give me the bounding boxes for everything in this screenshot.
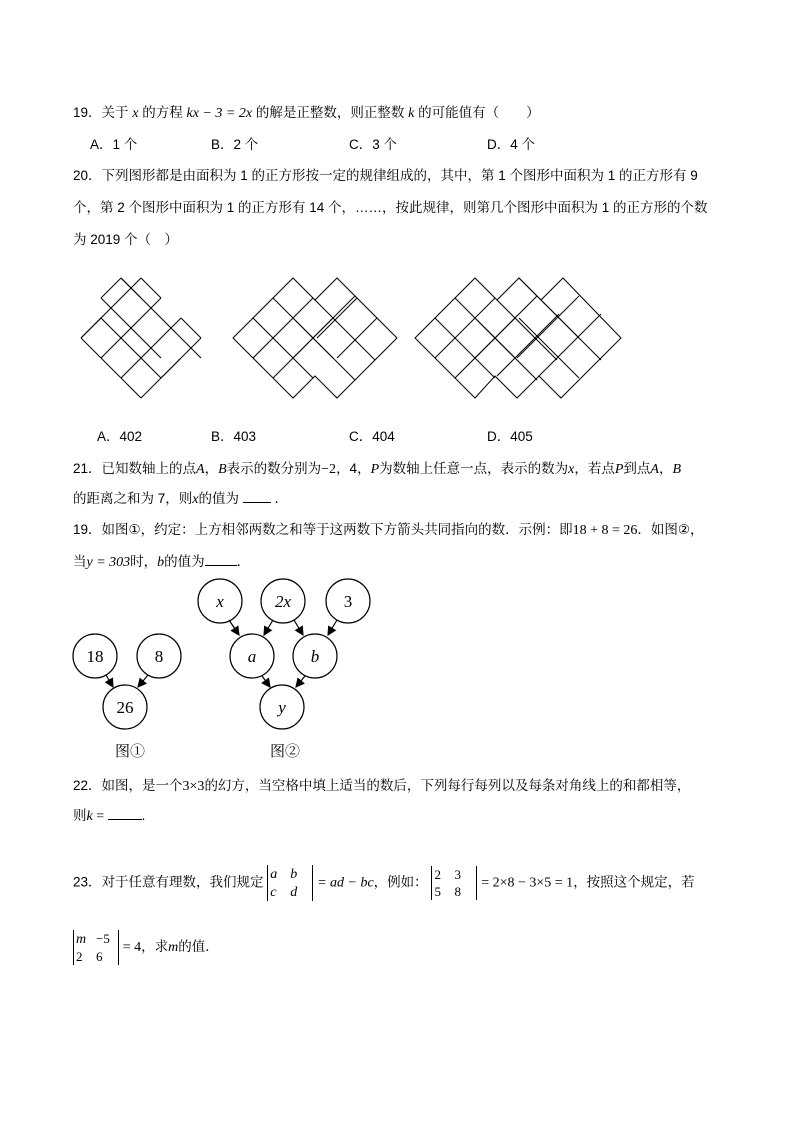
q21-line1 (73, 457, 681, 478)
det-cell: −5 (96, 931, 110, 946)
q21-text: 21．已知数轴上的点 (73, 461, 197, 476)
det-cell: 5 (434, 884, 441, 899)
fig2-value-a: a (247, 647, 257, 666)
q21-point-a: A (196, 462, 205, 477)
q19b-text: 当 (73, 554, 87, 569)
q23-text: ，求 (141, 939, 169, 955)
q23-definition-rhs: = ad − bc (317, 875, 374, 891)
q20-square-patterns (0, 270, 660, 405)
fig2-value-2x: 2x (274, 592, 292, 611)
fig2-arrow (264, 620, 273, 635)
q21-sep: ， (658, 461, 673, 476)
det-cell: m (76, 932, 87, 947)
q23-example-determinant (431, 866, 477, 900)
det-cell: b (290, 867, 298, 882)
q21-text: 的距离之和为 7，则 (73, 491, 193, 506)
q21-point-b: B (672, 462, 682, 477)
q19b-answer-blank[interactable] (205, 551, 237, 566)
fig2-arrow (296, 676, 305, 687)
fig2-caption: 图② (269, 744, 301, 760)
q23-text: ，按照这个规定，若 (573, 874, 695, 890)
q22-line1 (73, 774, 690, 795)
det-cell: 3 (454, 867, 461, 882)
q19a-var-x: x (132, 106, 139, 121)
fig1-value-bottom: 26 (116, 698, 134, 717)
q20-figure-3 (415, 278, 621, 398)
fig2-value-b: b (310, 647, 320, 666)
q21-point-p: P (370, 462, 380, 477)
q21-text: ． (274, 491, 289, 506)
fig1-value-top-left: 18 (86, 647, 104, 666)
q19b-y-value: y = 303 (86, 555, 131, 570)
fig2-value-y: y (278, 698, 286, 717)
q23-question-rhs: = 4 (122, 940, 142, 956)
q21-number: −2 (321, 462, 337, 477)
q19b-text: ． (236, 554, 251, 569)
fig2-arrow (294, 620, 303, 635)
q22-equals: = (92, 809, 108, 824)
q21-point-a: A (650, 462, 659, 477)
q19a-text1: 的方程 (142, 105, 183, 120)
q19a-option-b[interactable]: B．2 个 (211, 137, 259, 152)
fig2-value-x: x (216, 592, 224, 611)
q23-var-m: m (168, 940, 179, 956)
q19a-option-d[interactable]: D．4 个 (487, 137, 536, 152)
q19a-text3: 的可能值有（ ） (418, 105, 540, 120)
q19a-option-a[interactable]: A．1 个 (90, 137, 138, 152)
q21-text: ，4， (336, 461, 371, 476)
q21-point-b: B (218, 462, 227, 477)
q20-line2: 个，第 2 个图形中面积为 1 的正方形有 14 个，……，按此规律，则第几个图形中面积为 1 的正方形的个数 (73, 200, 708, 215)
q20-figure-2 (233, 278, 397, 398)
q21-sep: ， (204, 461, 219, 476)
q20-option-d[interactable]: D．405 (487, 429, 533, 444)
det-cell: 6 (96, 949, 103, 964)
q21-answer-blank[interactable] (243, 488, 271, 503)
q19a-option-c[interactable]: C．3 个 (349, 137, 398, 152)
q23-example-rhs: = 2×8 − 3×5 = 1 (481, 875, 574, 891)
fig1-value-top-right: 8 (154, 647, 164, 666)
q19a-var-k: k (408, 106, 415, 121)
q22-text: 的幻方，当空格中填上适当的数后，下列每行每列以及每条对角线上的和都相等， (204, 778, 691, 793)
q19b-line1 (73, 518, 704, 539)
q22-text: 22．如图，是一个 (73, 778, 183, 793)
q19a-number: 19．关于 (73, 105, 129, 120)
q21-text: ，若点 (574, 461, 615, 476)
det-cell: 2 (434, 867, 441, 882)
fig1-arrow-right (138, 675, 148, 687)
q23-line2 (73, 930, 219, 965)
q22-text: 则 (73, 808, 87, 823)
q19b-figures (0, 575, 400, 770)
q20-figure-1 (81, 278, 201, 398)
q21-text: 表示的数分别为 (226, 461, 322, 476)
det-cell: a (270, 867, 278, 882)
q23-definition-determinant (267, 865, 313, 901)
q21-text: 的值为 (198, 491, 239, 506)
q22-answer-blank[interactable] (108, 805, 142, 820)
det-cell: d (290, 885, 298, 900)
q19a-stem (73, 101, 540, 122)
det-cell: 2 (76, 949, 83, 964)
q20-option-c[interactable]: C．404 (349, 429, 395, 444)
q22-line2 (73, 804, 145, 825)
fig2-arrow (328, 620, 337, 635)
q19a-text2: 的解是正整数，则正整数 (255, 105, 405, 120)
q19b-line2 (73, 550, 250, 571)
q22-var-k: k (86, 809, 93, 824)
q23-text: ，例如： (373, 874, 428, 890)
fig1-arrow-left (106, 675, 113, 687)
q21-point-p: P (614, 462, 624, 477)
fig1-caption: 图① (114, 744, 146, 760)
q21-text: 为数轴上任意一点，表示的数为 (379, 461, 569, 476)
q19b-text: 19．如图①，约定：上方相邻两数之和等于这两数下方箭头共同指向的数．示例：即 (73, 522, 573, 537)
q19b-var-b: b (157, 555, 165, 570)
q23-text: 的值． (178, 939, 219, 955)
q19b-text: ．如图②， (637, 522, 704, 537)
q21-text: 到点 (623, 461, 651, 476)
q23-line1 (73, 865, 695, 901)
q20-line3: 为 2019 个（ ） (73, 232, 179, 247)
q19a-equation: kx − 3 = 2x (186, 106, 253, 121)
fig2-arrow (229, 620, 239, 635)
q20-option-b[interactable]: B．403 (211, 429, 257, 444)
q21-line2 (73, 487, 288, 508)
q21-var-x: x (568, 462, 575, 477)
q20-line1: 20．下列图形都是由面积为 1 的正方形按一定的规律组成的，其中，第 1 个图形中面积为 1 的正方形有 9 (73, 168, 698, 183)
fig2-arrow (262, 676, 270, 687)
q23-text: 23．对于任意有理数，我们规定 (73, 874, 264, 890)
q23-question-determinant (73, 930, 119, 965)
q20-option-a[interactable]: A．402 (97, 429, 143, 444)
q19b-text: 时， (130, 554, 158, 569)
q19b-text: 的值为 (164, 554, 205, 569)
det-cell: c (270, 885, 277, 900)
q22-text: . (141, 808, 146, 823)
q22-size: 3×3 (182, 779, 205, 794)
q21-var-x: x (192, 492, 199, 507)
det-cell: 8 (454, 884, 461, 899)
q19b-example: 18 + 8 = 26 (572, 523, 638, 538)
fig2-value-3: 3 (343, 592, 353, 611)
